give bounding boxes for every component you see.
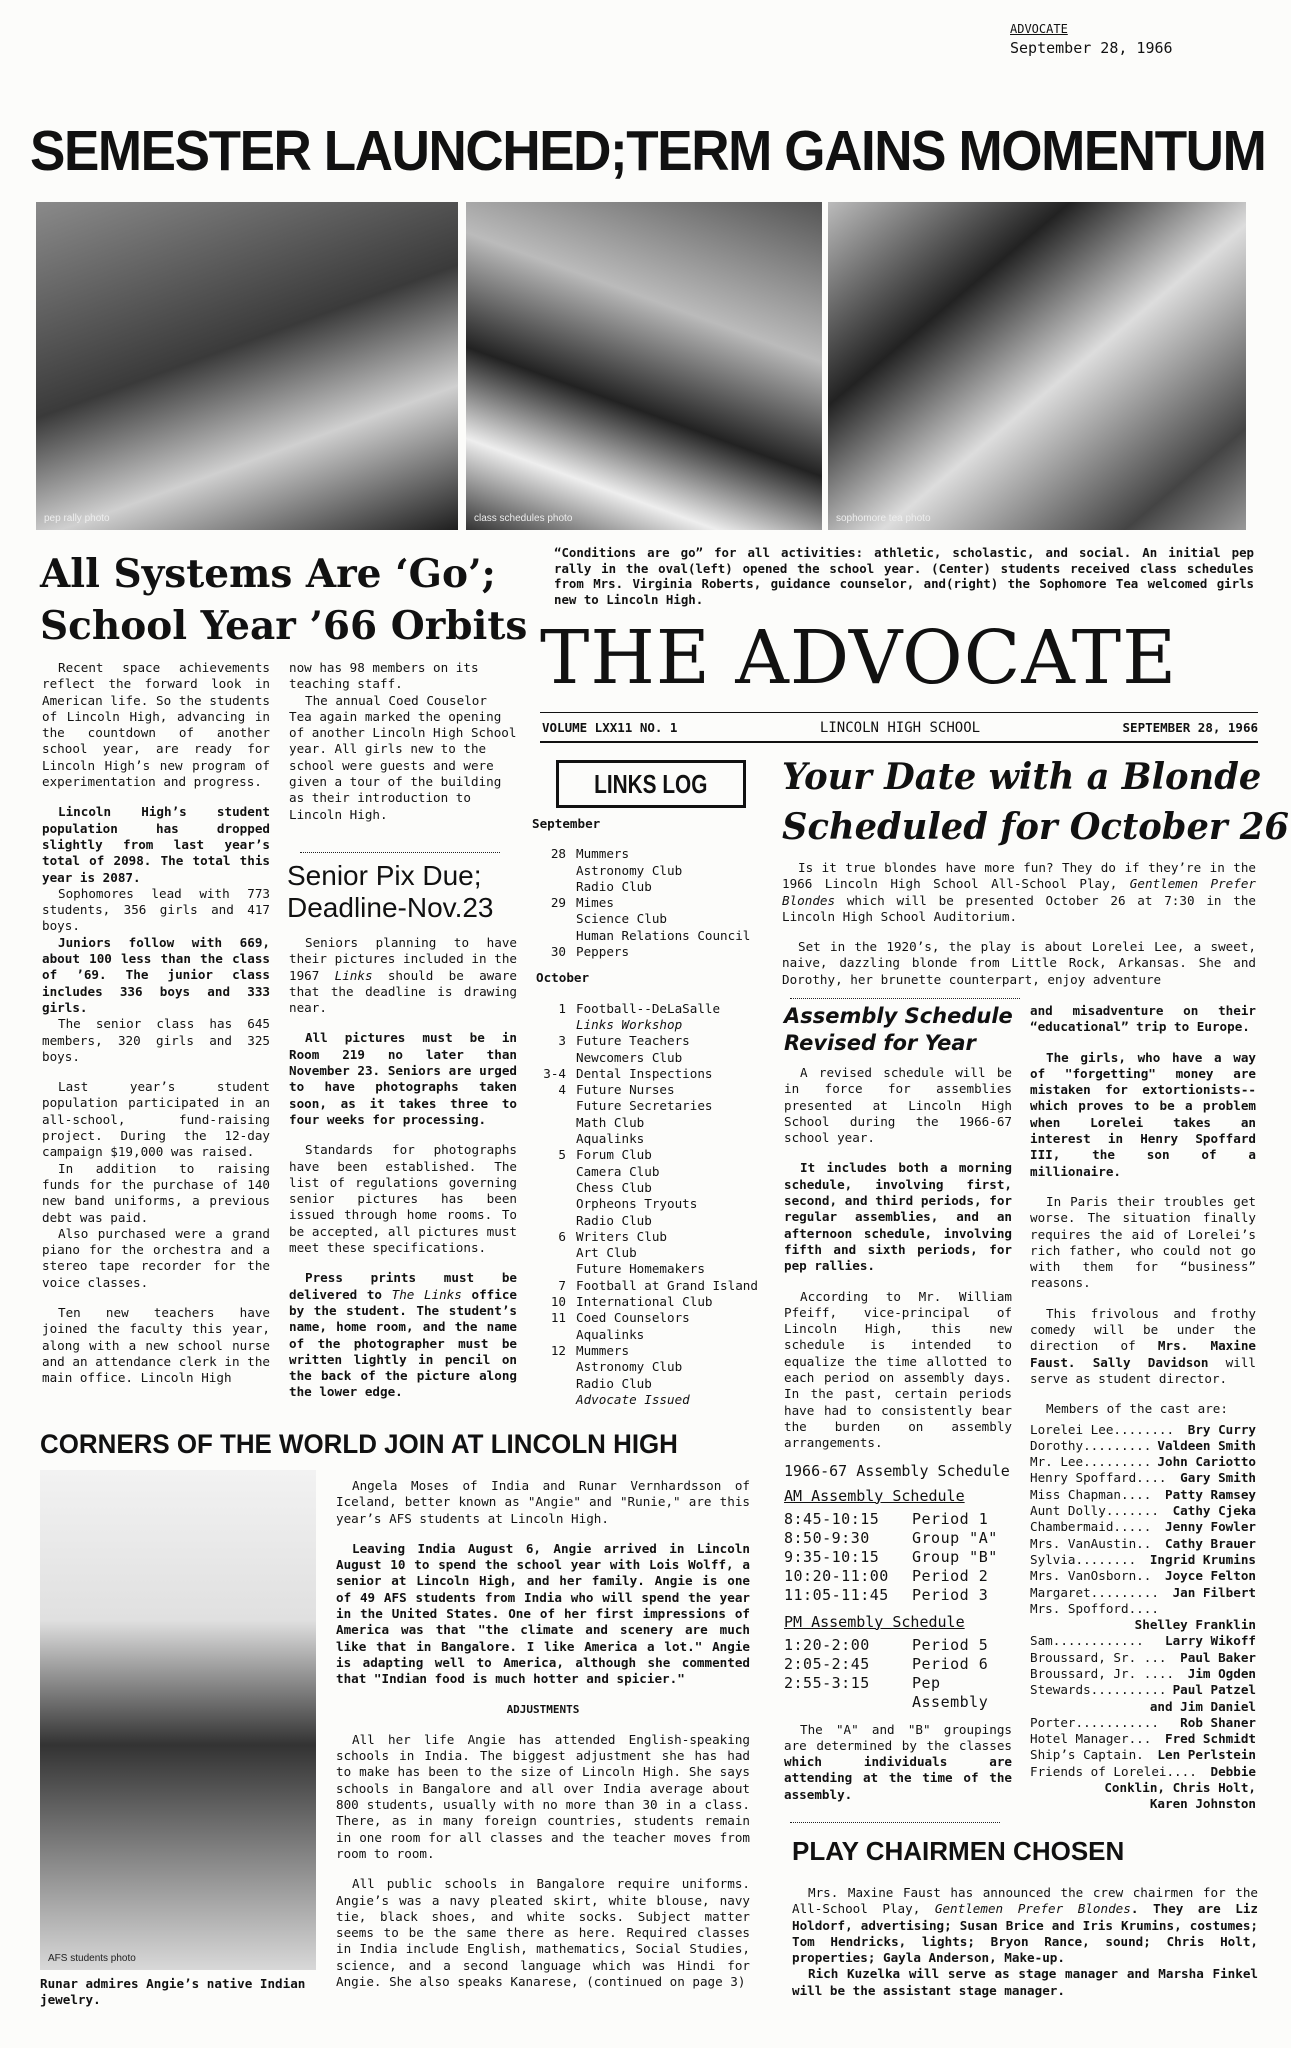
- calendar-entry: [532, 1229, 772, 1278]
- calendar-day: 7: [558, 1277, 566, 1293]
- calendar-entry: [532, 1001, 772, 1034]
- schedule-time: 2:55-3:15: [784, 1673, 870, 1692]
- calendar-event: Forum Club: [576, 1147, 652, 1163]
- cast-row: [1030, 1617, 1256, 1633]
- calendar-events: [576, 944, 772, 960]
- calendar-event: Astronomy Club: [576, 1359, 683, 1375]
- cast-actor: Patty Ramsey: [1165, 1486, 1256, 1502]
- systems-article-col2: now has 98 members on its teaching staff. The annual Coed Couselor Tea again marked the opening of another Lincoln High School year. All girls new to the school were guests and were given a tour of the building as their introduction to Lincoln High.: [289, 660, 517, 822]
- cast-actor: Cathy Cjeka: [1172, 1503, 1256, 1519]
- cast-list: [1030, 1422, 1256, 1813]
- cast-actor: Valdeen Smith: [1157, 1437, 1256, 1453]
- schedule-row: [784, 1586, 1012, 1605]
- masthead-rule-bottom: [540, 741, 1258, 743]
- play-article: Mrs. Maxine Faust has announced the crew chairmen for the All-School Play, Gentlemen Prefer Blondes. They are Liz Holdorf, advertising; Susan Brice and Iris Krumins, costumes; Tom Hendricks, lights; Bryon Rance, sound; Chris Holt, properties; Gayla Anderson, Make-up. Rich Kuzelka will serve as stage manager and Marsha Finkel will be the assistant stage manager.: [792, 1885, 1258, 1998]
- cast-role: Mrs. VanAustin..: [1030, 1535, 1152, 1551]
- cast-row: [1030, 1585, 1256, 1601]
- cast-row: [1030, 1796, 1256, 1812]
- photo-caption: “Conditions are go” for all activities: athletic, scholastic, and social. An initial pep rally in the oval(left) opened the school year. (Center) students received class schedules from Mrs. Virginia Roberts, guidance counselor, and(right) the Sophomore Tea welcomed girls new to Lincoln High.: [554, 545, 1254, 607]
- schedule-row: [784, 1567, 1012, 1586]
- schedule-label: Period 3: [912, 1585, 989, 1604]
- cast-row: [1030, 1780, 1256, 1796]
- cast-row: [1030, 1601, 1256, 1617]
- cast-actor: Rob Shaner: [1180, 1714, 1256, 1730]
- calendar-entry: [532, 1343, 772, 1408]
- calendar-event: Future Nurses: [576, 1082, 675, 1098]
- seniors-headline: Senior Pix Due; Deadline-Nov.23: [287, 860, 494, 923]
- cast-actor: Bry Curry: [1187, 1421, 1256, 1437]
- calendar-day: 12: [550, 1342, 566, 1358]
- cast-actor: Ingrid Krumins: [1149, 1551, 1256, 1567]
- calendar-event: Chess Club: [576, 1179, 652, 1195]
- school-name: LINCOLN HIGH SCHOOL: [819, 720, 981, 736]
- calendar-event: Camera Club: [576, 1163, 660, 1179]
- calendar-events: [576, 1033, 772, 1066]
- calendar-event: Math Club: [576, 1114, 645, 1130]
- masthead-info: [542, 720, 1258, 736]
- schedule-row: [784, 1636, 1012, 1655]
- masthead-title: THE ADVOCATE: [540, 615, 1178, 701]
- cast-role: Margaret.........: [1030, 1584, 1159, 1600]
- schedule-row: [784, 1548, 1012, 1567]
- calendar-entry: [532, 1082, 772, 1147]
- cast-role: Hotel Manager...: [1030, 1731, 1152, 1747]
- calendar-event: Mummers: [576, 1342, 630, 1358]
- calendar-entry: [532, 895, 772, 944]
- cast-role: Broussard, Sr. ...: [1030, 1649, 1167, 1665]
- calendar-event: Radio Club: [576, 878, 652, 894]
- calendar-events: [576, 1066, 772, 1082]
- schedule-label: Pep Assembly: [912, 1673, 989, 1711]
- calendar-event: Dental Inspections: [576, 1065, 713, 1081]
- cast-row: [1030, 1454, 1256, 1470]
- cast-role: Stewards..........: [1030, 1682, 1167, 1698]
- assembly-table-title: 1966-67 Assembly Schedule: [784, 1461, 1010, 1480]
- calendar-event: Aqualinks: [576, 1131, 645, 1147]
- header-stamp: ADVOCATE: [1010, 22, 1068, 36]
- cast-role: Mrs. Spofford....: [1030, 1600, 1159, 1616]
- volume-number: VOLUME LXX11 NO. 1: [542, 720, 678, 735]
- calendar-events: [576, 1310, 772, 1343]
- assembly-headline: Assembly Schedule Revised for Year: [784, 1004, 1013, 1055]
- calendar-event: Football at Grand Island: [576, 1277, 758, 1293]
- calendar-event: Future Homemakers: [576, 1261, 705, 1277]
- cast-row: [1030, 1568, 1256, 1584]
- divider: [790, 1822, 1000, 1823]
- calendar-day: 3-4: [543, 1065, 566, 1081]
- schedule-time: 11:05-11:45: [784, 1585, 889, 1604]
- calendar-entry: [532, 944, 772, 960]
- calendar-day: 5: [558, 1147, 566, 1163]
- systems-article-col1: Recent space achievements reflect the forward look in American life. So the students of Lincoln High, advancing in the countdown of another school year, are ready for Lincoln High’s new program of experimentation and progress. Lincoln High’s student population has dropped slightly from last year’s total of 2098. The total this year is 2087. Sophomores lead with 773 students, 356 girls and 417 boys. Juniors follow with 669, about 100 less than the class of ’69. The junior class includes 336 boys and 333 girls. The senior class has 645 members, 320 girls and 325 boys. Last year’s student population participated in an all-school, fund-raising project. During the 12-day campaign $19,000 was raised. In addition to raising funds for the purchase of 140 new band uniforms, a previous debt was paid. Also purchased were a grand piano for the orchestra and a stereo tape recorder for the voice classes. Ten new teachers have joined the faculty this year, along with a new school nurse and an attendance clerk in the main office. Lincoln High: [42, 660, 270, 1386]
- links-log-calendar: September 28 Mummers Astronomy Club Radio Club 29 Mimes Science Club Human Relations Council 30 Peppers October 1 Football--DeLaSalle Links Workshop 3 Future Teachers Newcomers Club 3-4 Dental Inspections 4 Future Nurses Future Secretaries Math Club Aqualinks 5 Forum Club Camera Club Chess Club Orpheons Tryouts Radio Club 6 Writers Club Art Club Future Homemakers 7 Football at Grand Island 10 International Club 11 Coed Counselors Aqualinks 12 Mummers Astronomy Club Radio Club Advocate Issued: [532, 816, 772, 1408]
- calendar-events: [576, 1229, 772, 1278]
- cast-row: [1030, 1536, 1256, 1552]
- cast-row: [1030, 1470, 1256, 1486]
- issue-date: SEPTEMBER 28, 1966: [1122, 720, 1258, 735]
- cast-actor: Jenny Fowler: [1165, 1519, 1256, 1535]
- cast-actor: Len Perlstein: [1157, 1747, 1256, 1763]
- cast-row: [1030, 1633, 1256, 1649]
- corners-headline: CORNERS OF THE WORLD JOIN AT LINCOLN HIGH: [40, 1429, 678, 1459]
- schedule-label: Group "A": [912, 1528, 998, 1547]
- calendar-event: Mimes: [576, 895, 614, 911]
- calendar-entry: [532, 1033, 772, 1066]
- banner-headline: SEMESTER LAUNCHED;TERM GAINS MOMENTUM: [30, 119, 1266, 183]
- calendar-entry: [532, 846, 772, 895]
- calendar-event: Astronomy Club: [576, 862, 683, 878]
- cast-role: Dorothy.........: [1030, 1437, 1152, 1453]
- cast-row: [1030, 1650, 1256, 1666]
- calendar-day: 4: [558, 1082, 566, 1098]
- cast-actor: and Jim Daniel: [1149, 1698, 1256, 1714]
- cast-actor: Debbie: [1210, 1763, 1256, 1779]
- calendar-event: International Club: [576, 1294, 713, 1310]
- cast-row: [1030, 1764, 1256, 1780]
- corners-article: Angela Moses of India and Runar Vernhardsson of Iceland, better known as "Angie" and "Runie," are this year’s AFS students at Lincoln High. Leaving India August 6, Angie arrived in Lincoln August 10 to spend the school year with Lois Wolff, a senior at Lincoln High, and her family. Angie is one of 49 AFS students from India who will spend the year in the United States. One of her first impressions of America was that "the climate and scenery are much like that in Bangalore. I like America a lot." Angie is adapting well to America, although she commented that "Indian food is much hotter and spicier." ADJUSTMENTS All her life Angie has attended English-speaking schools in India. The biggest adjustment she has had to make has been to the size of Lincoln High. She says schools in Bangalore and all over India average about 800 students, usually with no more than 30 in a class. There, as in many foreign countries, students remain in one room for all classes and the teacher moves from room to room. All public schools in Bangalore require uniforms. Angie’s was a navy pleated skirt, white blouse, navy tie, black shoes, and white socks. Subject matter seems to be the same there as here. Required classes in India include English, mathematics, Social Studies, science, and a second language which was Hindi for Angie. She also speaks Kanarese, (continued on page 3): [336, 1478, 750, 1990]
- cast-role: Lorelei Lee........: [1030, 1421, 1175, 1437]
- calendar-event: Future Teachers: [576, 1033, 690, 1049]
- cast-actor: Fred Schmidt: [1165, 1731, 1256, 1747]
- schedule-label: Group "B": [912, 1547, 998, 1566]
- calendar-entry: [532, 1294, 772, 1310]
- calendar-event: Newcomers Club: [576, 1049, 683, 1065]
- calendar-day: 11: [550, 1310, 566, 1326]
- cast-actor: Jan Filbert: [1172, 1584, 1256, 1600]
- schedule-row: [784, 1655, 1012, 1674]
- schedule-label: Period 6: [912, 1654, 989, 1673]
- systems-headline: All Systems Are ‘Go’; School Year ’66 Orbits: [40, 551, 528, 649]
- cast-row: [1030, 1699, 1256, 1715]
- calendar-events: [576, 895, 772, 944]
- cast-role: Mrs. VanOsborn..: [1030, 1568, 1152, 1584]
- cast-role: Sylvia........: [1030, 1551, 1137, 1567]
- calendar-events: [576, 1343, 772, 1408]
- schedule-time: 10:20-11:00: [784, 1566, 889, 1585]
- calendar-day: 10: [550, 1294, 566, 1310]
- schedule-label: Period 5: [912, 1635, 989, 1654]
- calendar-entry: [532, 1310, 772, 1343]
- schedules-photo: class schedules photo: [466, 202, 822, 530]
- play-headline: PLAY CHAIRMEN CHOSEN: [792, 1836, 1125, 1866]
- calendar-event: Science Club: [576, 911, 667, 927]
- schedule-label: Period 2: [912, 1566, 989, 1585]
- afs-students-photo: AFS students photo: [40, 1470, 316, 1970]
- cast-role: Miss Chapman....: [1030, 1486, 1152, 1502]
- sophomore-tea-photo: sophomore tea photo: [828, 202, 1246, 530]
- cast-role: Henry Spoffard....: [1030, 1470, 1167, 1486]
- schedule-row: [784, 1510, 1012, 1529]
- cast-row: [1030, 1438, 1256, 1454]
- cast-actor: Larry Wikoff: [1165, 1633, 1256, 1649]
- cast-row: [1030, 1682, 1256, 1698]
- blonde-article-col2: and misadventure on their “educational” trip to Europe. The girls, who have a way of "forgetting" money are mistaken for extortionists--which proves to be a problem when Lorelei takes an interest in Henry Spoffard III, the son of a millionaire. In Paris their troubles get worse. The situation finally requires the aid of Lorelei’s rich father, who could not go with them for “business” reasons. This frivolous and frothy comedy will be under the direction of Mrs. Maxine Faust. Sally Davidson will serve as student director. Members of the cast are: Lorelei Lee........ Bry Curry Dorothy......... Valdeen Smith Mr. Lee......... John Cariotto Henry Spoffard.... Gary Smith Miss Chapman.... Patty Ramsey Aunt Dolly....... Cathy Cjeka Chambermaid..... Jenny Fowler Mrs. VanAustin.. Cathy Brauer Sylvia........ Ingrid Krumins Mrs. VanOsborn.. Joyce Felton Margaret......... Jan Filbert Mrs. Spofford.... Shelley Franklin Sam............ Larry Wikoff Broussard, Sr. ... Paul Baker Broussard, Jr. .... Jim Ogden Stewards.......... Paul Patzel and Jim Daniel Porter........... Rob Shaner Hotel Manager... Fred Schmidt Ship’s Captain. Len Perlstein Friends of Lorelei.... Debbie Conklin, Chris Holt, Karen Johnston: [1030, 1003, 1256, 1812]
- cast-role: Chambermaid.....: [1030, 1519, 1152, 1535]
- cast-actor: Shelley Franklin: [1134, 1617, 1256, 1633]
- calendar-entry: [532, 1066, 772, 1082]
- calendar-event: Radio Club: [576, 1212, 652, 1228]
- cast-row: [1030, 1487, 1256, 1503]
- calendar-event: Coed Counselors: [576, 1310, 690, 1326]
- adjustments-subhead: ADJUSTMENTS: [506, 1702, 580, 1716]
- cast-actor: Joyce Felton: [1165, 1568, 1256, 1584]
- calendar-events: [576, 846, 772, 895]
- header-date: September 28, 1966: [1010, 39, 1173, 57]
- schedule-time: 9:35-10:15: [784, 1547, 880, 1566]
- cast-actor: Jim Ogden: [1187, 1665, 1256, 1681]
- calendar-event: Mummers: [576, 846, 630, 862]
- calendar-entry: [532, 1278, 772, 1294]
- pm-schedule-title: PM Assembly Schedule: [784, 1612, 965, 1631]
- cast-actor: Paul Baker: [1180, 1649, 1256, 1665]
- cast-role: Friends of Lorelei....: [1030, 1763, 1197, 1779]
- afs-photo-caption: Runar admires Angie’s native Indian jewelry.: [40, 1976, 306, 2008]
- calendar-events: [576, 1082, 772, 1147]
- schedule-time: 1:20-2:00: [784, 1635, 870, 1654]
- schedule-label: Period 1: [912, 1509, 989, 1528]
- calendar-event: Links Workshop: [576, 1016, 683, 1032]
- calendar-entry: [532, 1147, 772, 1228]
- cast-role: Sam............: [1030, 1633, 1144, 1649]
- assembly-article: A revised schedule will be in force for assemblies presented at Lincoln High School during the 1966-67 school year. It includes both a morning schedule, involving first, second, and third periods, for regular assemblies, and an afternoon schedule, involving fifth and sixth periods, for pep rallies. According to Mr. William Pfeiff, vice-principal of Lincoln High, this new schedule is intended to equalize the time allotted to each period on assembly days. In the past, certain periods have had to consistently bear the burden on assembly arrangements. 1966-67 Assembly Schedule AM Assembly Schedule 8:45-10:15 Period 1 8:50-9:30 Group "A" 9:35-10:15 Group "B" 10:20-11:00 Period 2 11:05-11:45 Period 3 PM Assembly Schedule 1:20-2:00 Period 5 2:05-2:45 Period 6 2:55-3:15 Pep Assembly The "A" and "B" groupings are determined by the classes which individuals are attending at the time of the assembly.: [784, 1065, 1012, 1802]
- cast-row: [1030, 1666, 1256, 1682]
- calendar-events: [576, 1294, 772, 1310]
- cast-actor: Conklin, Chris Holt,: [1104, 1780, 1256, 1796]
- cast-role: Aunt Dolly.......: [1030, 1503, 1159, 1519]
- masthead-rule: [540, 712, 1258, 713]
- schedule-time: 8:50-9:30: [784, 1528, 870, 1547]
- cast-role: Mr. Lee.........: [1030, 1454, 1152, 1470]
- calendar-day: 30: [550, 944, 566, 960]
- blonde-intro: Is it true blondes have more fun? They do if they’re in the 1966 Lincoln High School All-School Play, Gentlemen Prefer Blondes which will be presented October 26 at 7:30 in the Lincoln High School Auditorium. Set in the 1920’s, the play is about Lorelei Lee, a sweet, naive, dazzling blonde from Little Rock, Arkansas. She and Dorothy, her brunette counterpart, enjoy adventure: [782, 860, 1256, 987]
- cast-row: [1030, 1747, 1256, 1763]
- cast-row: [1030, 1731, 1256, 1747]
- schedule-time: 2:05-2:45: [784, 1654, 870, 1673]
- calendar-event: Football--DeLaSalle: [576, 1000, 721, 1016]
- calendar-events: [576, 1278, 772, 1294]
- cast-role: Broussard, Jr. ....: [1030, 1665, 1175, 1681]
- calendar-event: Human Relations Council: [576, 927, 751, 943]
- divider: [790, 998, 1020, 999]
- calendar-day: 1: [558, 1000, 566, 1016]
- cast-role: Porter...........: [1030, 1714, 1159, 1730]
- calendar-event: Art Club: [576, 1245, 637, 1261]
- calendar-events: [576, 1147, 772, 1228]
- pep-rally-photo: pep rally photo: [36, 202, 458, 530]
- schedule-time: 8:45-10:15: [784, 1509, 880, 1528]
- calendar-day: 29: [550, 895, 566, 911]
- cast-actor: John Cariotto: [1157, 1454, 1256, 1470]
- cast-actor: Karen Johnston: [1149, 1796, 1256, 1812]
- calendar-event: Future Secretaries: [576, 1098, 713, 1114]
- am-schedule-title: AM Assembly Schedule: [784, 1486, 965, 1505]
- calendar-day: 28: [550, 846, 566, 862]
- schedule-row: [784, 1529, 1012, 1548]
- cast-actor: Gary Smith: [1180, 1470, 1256, 1486]
- schedule-row: [784, 1674, 1012, 1712]
- calendar-event: Advocate Issued: [576, 1391, 690, 1407]
- cast-actor: Cathy Brauer: [1165, 1535, 1256, 1551]
- divider: [300, 852, 500, 853]
- links-log-title: LINKS LOG: [556, 760, 746, 808]
- cast-row: [1030, 1715, 1256, 1731]
- blonde-headline: Your Date with a Blonde Scheduled for October 26: [782, 756, 1289, 848]
- calendar-day: 6: [558, 1228, 566, 1244]
- calendar-event: Radio Club: [576, 1375, 652, 1391]
- calendar-event: Orpheons Tryouts: [576, 1196, 698, 1212]
- cast-row: [1030, 1422, 1256, 1438]
- seniors-article: Seniors planning to have their pictures included in the 1967 Links should be aware that the deadline is drawing near. All pictures must be in Room 219 no later than November 23. Seniors are urged to have photographs taken soon, as it takes three to four weeks for processing. Standards for photographs have been established. The list of regulations governing senior pictures has been issued through home rooms. To be accepted, all pictures must meet these specifications. Press prints must be delivered to The Links office by the student. The student’s name, home room, and the name of the photographer must be written lightly in pencil on the back of the picture along the lower edge.: [289, 935, 517, 1400]
- calendar-events: [576, 1001, 772, 1034]
- cast-row: [1030, 1519, 1256, 1535]
- calendar-event: Writers Club: [576, 1228, 667, 1244]
- cast-actor: Paul Patzel: [1172, 1682, 1256, 1698]
- calendar-event: Aqualinks: [576, 1326, 645, 1342]
- cast-row: [1030, 1503, 1256, 1519]
- calendar-event: Peppers: [576, 944, 630, 960]
- cast-role: Ship’s Captain.: [1030, 1747, 1144, 1763]
- calendar-day: 3: [558, 1033, 566, 1049]
- cast-row: [1030, 1552, 1256, 1568]
